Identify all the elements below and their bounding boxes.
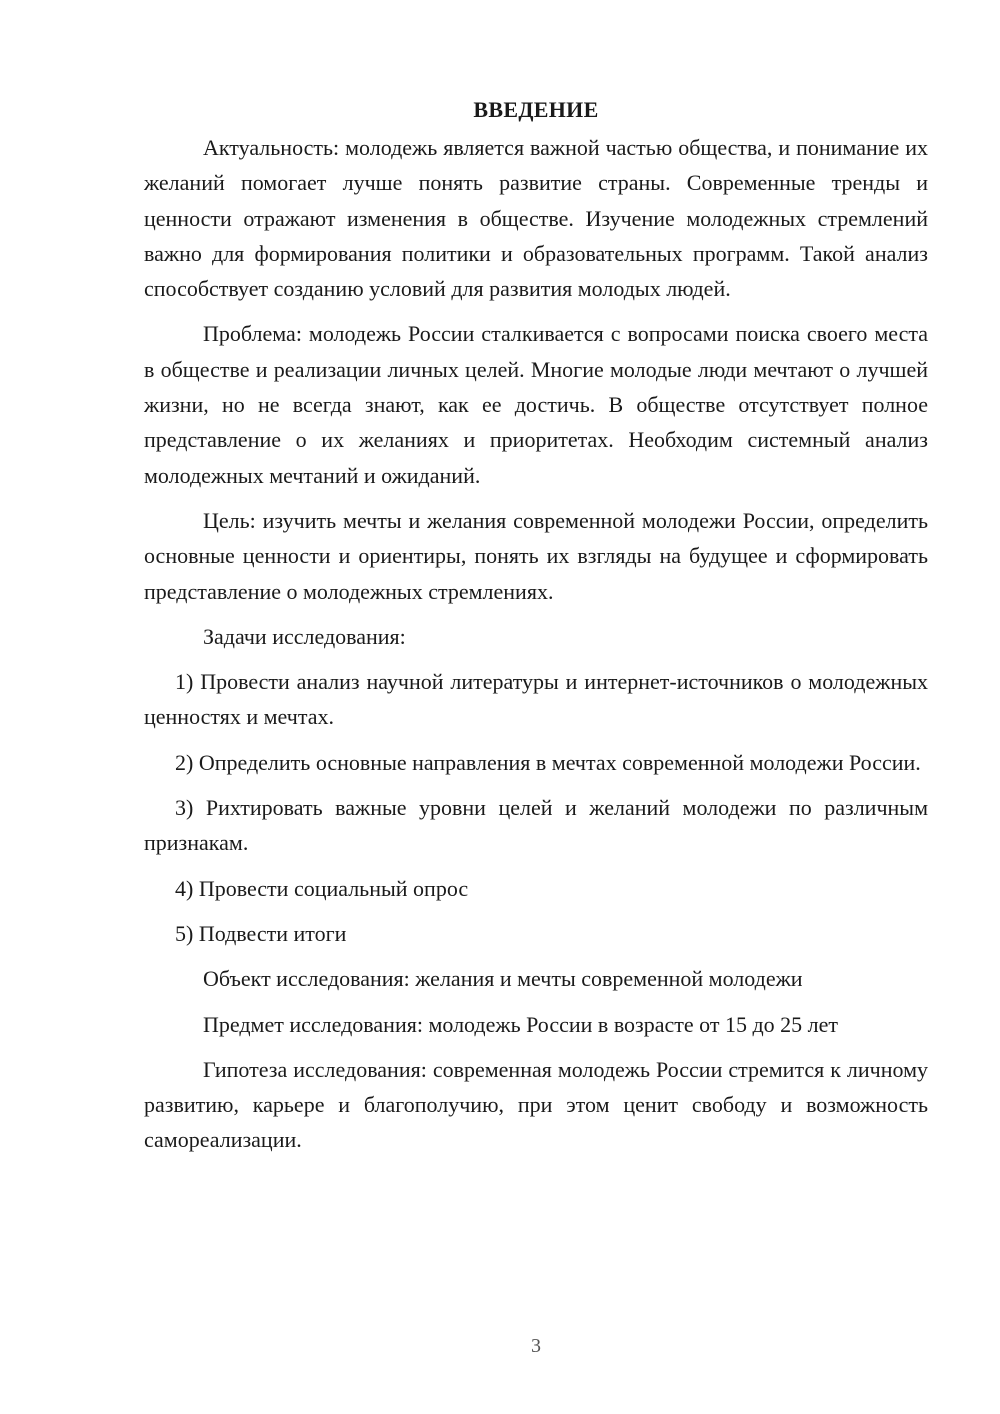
paragraph-hypothesis: Гипотеза исследования: современная молодежь России стремится к личному развитию, карьере и благополучию, при этом ценит свободу и возможность самореализации. xyxy=(144,1056,928,1153)
section-title: ВВЕДЕНИЕ xyxy=(473,97,599,122)
paragraph-problem: Проблема: молодежь России сталкивается с вопросами поиска своего места в обществе и реализации личных целей. Многие молодые люди мечтают о лучшей жизни, но не всегда знают, как ее достичь. В обществе отсутствует полное представление о их желаниях и приоритетах. Необходим системный анализ молодежных мечтаний и ожиданий. xyxy=(144,321,928,488)
task-item-3: 3) Рихтировать важные уровни целей и желаний молодежи по различным признакам. xyxy=(144,795,928,856)
page-content xyxy=(144,96,928,1158)
paragraph-goal: Цель: изучить мечты и желания современной молодежи России, определить основные ценности и ориентиры, понять их взгляды на будущее и сформировать представление о молодежных стремлениях. xyxy=(144,507,928,604)
paragraph-relevance: Актуальность: молодежь является важной частью общества, и понимание их желаний помогает лучше понять развитие страны. Современные тренды и ценности отражают изменения в обществе. Изучение молодежных стремлений важно для формирования политики и образовательных программ. Такой анализ способствует созданию условий для развития молодых людей. xyxy=(144,135,928,302)
paragraph-object: Объект исследования: желания и мечты современной молодежи xyxy=(203,966,803,992)
task-item-4: 4) Провести социальный опрос xyxy=(175,875,469,901)
task-item-2: 2) Определить основные направления в мечтах современной молодежи России. xyxy=(175,749,921,775)
paragraph-tasks-heading: Задачи исследования: xyxy=(203,623,406,649)
page-number: 3 xyxy=(531,1335,541,1357)
paragraph-subject: Предмет исследования: молодежь России в возрасте от 15 до 25 лет xyxy=(203,1011,839,1037)
task-item-5: 5) Подвести итоги xyxy=(175,920,347,946)
task-item-1: 1) Провести анализ научной литературы и интернет-источников о молодежных ценностях и мечтах. xyxy=(144,669,928,730)
